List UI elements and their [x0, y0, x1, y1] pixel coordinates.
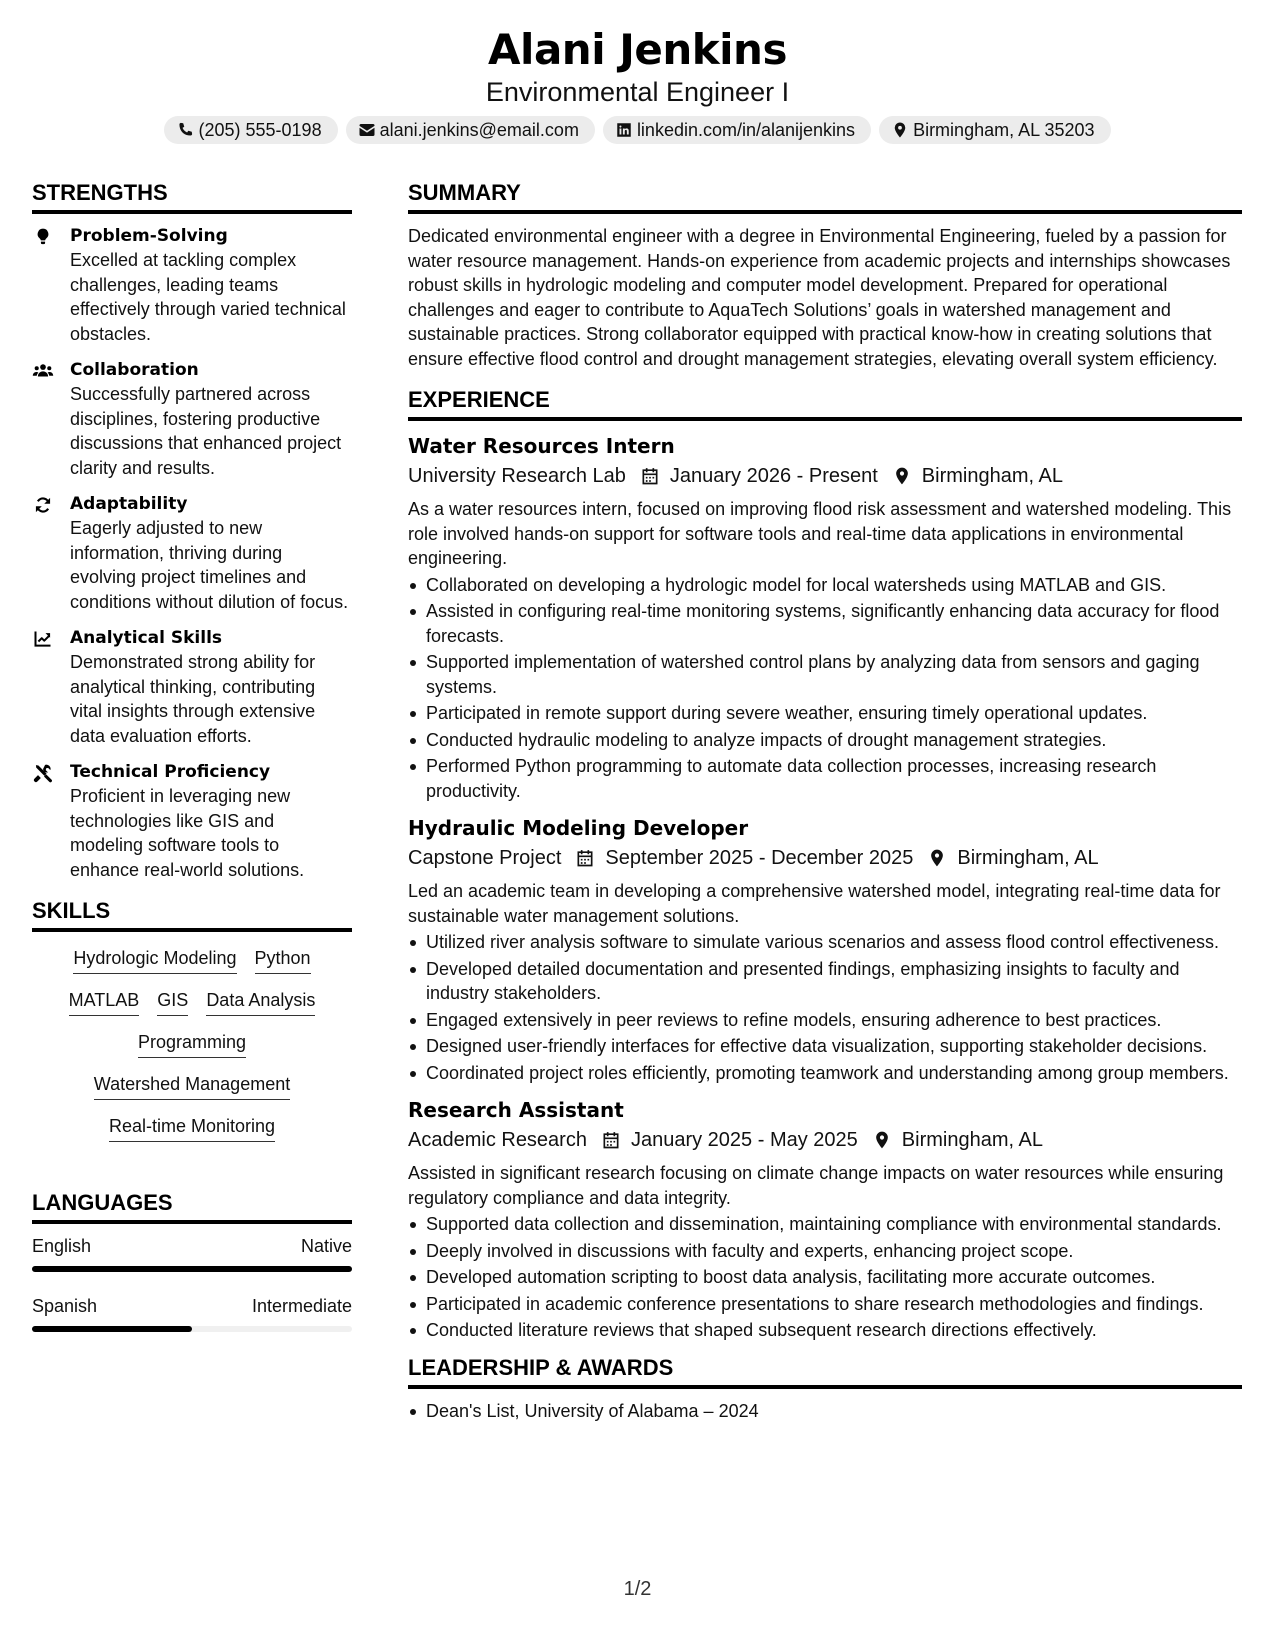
- job-entry: [408, 1095, 1242, 1343]
- job-location: Birmingham, AL: [957, 847, 1099, 869]
- skills-list: [32, 942, 352, 1166]
- linkedin-icon: [615, 121, 633, 139]
- bullet-item: Dean's List, University of Alabama – 2024: [408, 1399, 1242, 1424]
- skill-tag: GIS: [157, 988, 188, 1016]
- bullet-item: Developed automation scripting to boost data analysis, facilitating more accurate outcomes.: [408, 1265, 1242, 1290]
- bullet-item: Engaged extensively in peer reviews to refine models, ensuring adherence to best practices.: [408, 1008, 1242, 1033]
- language-level: Intermediate: [251, 1296, 352, 1316]
- bullet-item: Participated in remote support during severe weather, ensuring timely operational updates.: [408, 701, 1242, 726]
- resume-header: [0, 20, 1275, 144]
- strength-desc: Excelled at tackling complex challenges, leading teams effectively through varied technical obstacles.: [70, 250, 346, 344]
- strength-item: [32, 760, 352, 882]
- language-item: [32, 1294, 352, 1332]
- strengths-heading: STRENGTHS: [32, 178, 352, 214]
- job-bullets: [408, 930, 1242, 1085]
- language-level: Native: [300, 1236, 352, 1256]
- refresh-icon: [32, 495, 54, 515]
- job-entry: [408, 813, 1242, 1085]
- bullet-item: Designed user-friendly interfaces for effective data visualization, supporting stakeholder decisions.: [408, 1034, 1242, 1059]
- job-dates: September 2025 - December 2025: [605, 847, 914, 869]
- bullet-item: Assisted in configuring real-time monitoring systems, significantly enhancing data accuracy for flood forecasts.: [408, 599, 1242, 648]
- contact-linkedin-text: linkedin.com/in/alanijenkins: [636, 119, 856, 140]
- strength-item: [32, 626, 352, 748]
- bullet-item: Conducted literature reviews that shaped subsequent research directions effectively.: [408, 1318, 1242, 1343]
- skill-tag: Programming: [138, 1030, 246, 1058]
- summary-heading: SUMMARY: [408, 178, 1242, 214]
- job-location: Birmingham, AL: [921, 465, 1063, 487]
- language-proficiency-bar: [32, 1326, 352, 1332]
- job-title: Water Resources Intern: [408, 434, 675, 458]
- map-pin-icon: [872, 1130, 892, 1150]
- bullet-item: Conducted hydraulic modeling to analyze impacts of drought management strategies.: [408, 728, 1242, 753]
- contact-phone[interactable]: [164, 116, 337, 144]
- right-column: [408, 178, 1242, 1425]
- lightbulb-icon: [32, 227, 54, 247]
- contact-email-text: alani.jenkins@email.com: [379, 119, 579, 140]
- contact-location: [879, 116, 1110, 144]
- bullet-item: Deeply involved in discussions with faculty and experts, enhancing project scope.: [408, 1239, 1242, 1264]
- language-item: [32, 1234, 352, 1272]
- language-proficiency-fill: [32, 1326, 192, 1332]
- strength-desc: Eagerly adjusted to new information, thriving during evolving project timelines and conditions without dilution of focus.: [70, 518, 349, 612]
- job-dates: January 2025 - May 2025: [630, 1129, 858, 1151]
- contact-location-text: Birmingham, AL 35203: [913, 119, 1095, 140]
- bullet-item: Developed detailed documentation and presented findings, emphasizing insights to faculty and industry stakeholders.: [408, 957, 1242, 1006]
- page-number: 1/2: [623, 1578, 652, 1600]
- job-title: Research Assistant: [408, 1098, 624, 1122]
- map-pin-icon: [892, 466, 912, 486]
- contact-bar: [0, 116, 1275, 144]
- language-proficiency-bar: [32, 1266, 352, 1272]
- summary-text: Dedicated environmental engineer with a degree in Environmental Engineering, fueled by a passion for water resource management. Hands-on experience from academic projects and internships showcases robust skills in hydrologic modeling and computer model development. Prepared for operational challenges and eager to contribute to AquaTech Solutions’ goals in watershed management and sustainable practices. Strong collaborator equipped with practical know-how in creating solutions that ensure effective flood control and drought management strategies, elevating overall system efficiency.: [408, 226, 1231, 369]
- candidate-name: Alani Jenkins: [488, 25, 787, 74]
- strength-desc: Successfully partnered across disciplines, fostering productive discussions that enhanced project clarity and results.: [70, 384, 342, 478]
- map-pin-icon: [891, 121, 909, 139]
- strength-desc: Demonstrated strong ability for analytical thinking, contributing vital insights through extensive data evaluation efforts.: [70, 652, 316, 746]
- job-dates: January 2026 - Present: [669, 465, 878, 487]
- job-description: As a water resources intern, focused on improving flood risk assessment and watershed modeling. This role involved hands-on support for software tools and real-time data applications in environmental engineering.: [408, 499, 1232, 568]
- language-name: English: [32, 1236, 92, 1256]
- users-icon: [32, 361, 54, 381]
- skill-tag: Watershed Management: [94, 1072, 290, 1100]
- job-org: Academic Research: [408, 1129, 587, 1151]
- calendar-icon: [640, 466, 660, 486]
- bullet-item: Coordinated project roles efficiently, promoting teamwork and understanding among group members.: [408, 1061, 1242, 1086]
- strength-title: Problem-Solving: [70, 226, 228, 246]
- strength-item: [32, 492, 352, 614]
- skills-heading: SKILLS: [32, 896, 352, 932]
- strength-title: Collaboration: [70, 360, 199, 380]
- contact-email[interactable]: [346, 116, 595, 144]
- contact-phone-text: (205) 555-0198: [198, 119, 322, 140]
- calendar-icon: [601, 1130, 621, 1150]
- bullet-item: Supported implementation of watershed control plans by analyzing data from sensors and gaging systems.: [408, 650, 1242, 699]
- language-name: Spanish: [32, 1296, 98, 1316]
- bullet-item: Supported data collection and dissemination, maintaining compliance with environmental standards.: [408, 1212, 1242, 1237]
- candidate-role: Environmental Engineer I: [485, 77, 790, 107]
- contact-linkedin[interactable]: [603, 116, 871, 144]
- skill-tag: MATLAB: [69, 988, 140, 1016]
- job-description: Assisted in significant research focusing on climate change impacts on water resources while ensuring regulatory compliance and data integrity.: [408, 1163, 1224, 1208]
- job-org: Capstone Project: [408, 847, 562, 869]
- strength-title: Technical Proficiency: [70, 762, 271, 782]
- calendar-icon: [575, 848, 595, 868]
- skill-tag: Python: [255, 946, 311, 974]
- job-title: Hydraulic Modeling Developer: [408, 816, 749, 840]
- bullet-item: Participated in academic conference presentations to share research methodologies and findings.: [408, 1292, 1242, 1317]
- strength-desc: Proficient in leveraging new technologies like GIS and modeling software tools to enhance real-world solutions.: [70, 786, 305, 880]
- skill-tag: Data Analysis: [206, 988, 315, 1016]
- language-proficiency-fill: [32, 1266, 352, 1272]
- tools-icon: [32, 763, 54, 783]
- envelope-icon: [358, 121, 376, 139]
- skill-tag: Real-time Monitoring: [109, 1114, 275, 1142]
- job-description: Led an academic team in developing a comprehensive watershed model, integrating real-time data for sustainable water management solutions.: [408, 881, 1221, 926]
- languages-heading: LANGUAGES: [32, 1188, 352, 1224]
- job-entry: [408, 431, 1242, 803]
- bullet-item: Collaborated on developing a hydrologic model for local watersheds using MATLAB and GIS.: [408, 573, 1242, 598]
- map-pin-icon: [927, 848, 947, 868]
- strength-item: [32, 358, 352, 480]
- strength-title: Adaptability: [70, 494, 188, 514]
- left-column: [32, 178, 352, 1354]
- bullet-item: Utilized river analysis software to simulate various scenarios and assess flood control effectiveness.: [408, 930, 1242, 955]
- leadership-bullets: [408, 1399, 1242, 1424]
- bullet-item: Performed Python programming to automate data collection processes, increasing research productivity.: [408, 754, 1242, 803]
- leadership-heading: LEADERSHIP & AWARDS: [408, 1353, 1242, 1389]
- phone-icon: [176, 121, 194, 139]
- job-location: Birmingham, AL: [901, 1129, 1043, 1151]
- experience-heading: EXPERIENCE: [408, 385, 1242, 421]
- skill-tag: Hydrologic Modeling: [73, 946, 236, 974]
- strength-title: Analytical Skills: [70, 628, 223, 648]
- job-org: University Research Lab: [408, 465, 626, 487]
- strength-item: [32, 224, 352, 346]
- chart-line-icon: [32, 629, 54, 649]
- job-bullets: [408, 573, 1242, 804]
- job-bullets: [408, 1212, 1242, 1343]
